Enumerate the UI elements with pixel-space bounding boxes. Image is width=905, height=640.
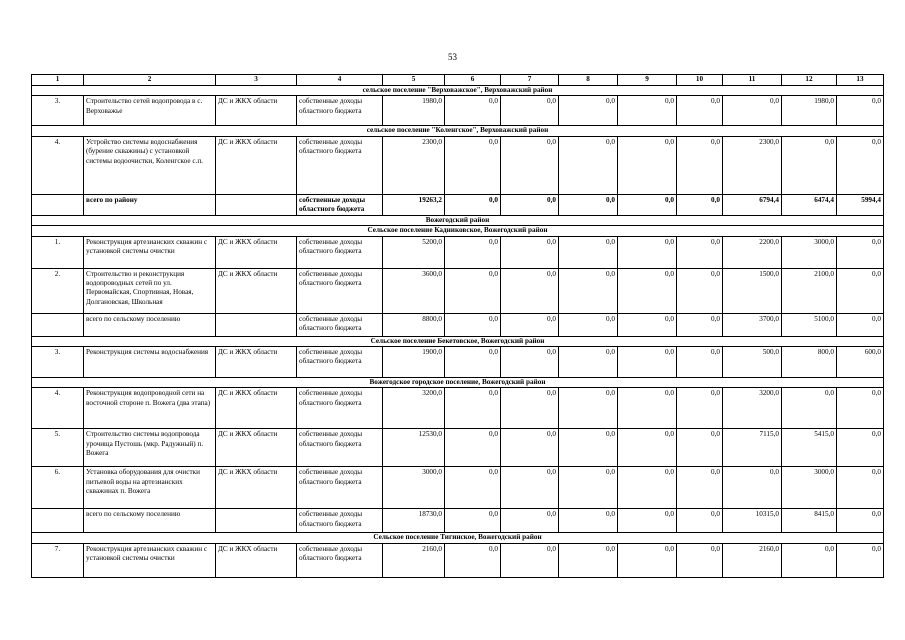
col-2021-cell: 0,0: [837, 429, 884, 467]
col-name-cell: всего по сельскому поселению: [84, 313, 216, 336]
header-cell: 7: [501, 75, 559, 86]
col-index-cell: 3.: [32, 347, 84, 378]
col-2015-cell: 0,0: [501, 136, 559, 194]
col-name-cell: всего по району: [84, 194, 216, 215]
col-2016-cell: 0,0: [559, 136, 618, 194]
col-source-cell: собственные доходы областного бюджета: [297, 467, 383, 509]
col-2020-cell: 1980,0: [782, 96, 837, 126]
col-index-cell: 3.: [32, 96, 84, 126]
col-name-cell: Реконструкция артезианских скважин с установкой системы очистки: [84, 236, 216, 268]
col-2015-cell: 0,0: [501, 543, 559, 577]
section-title: Вожегодский район: [32, 215, 884, 225]
header-cell: 2: [84, 75, 216, 86]
col-index-cell: 2.: [32, 268, 84, 313]
col-2018-cell: 0,0: [677, 136, 723, 194]
col-name-cell: Строительство сетей водопровода в с. Верховажье: [84, 96, 216, 126]
col-source-cell: собственные доходы областного бюджета: [297, 543, 383, 577]
col-2017-cell: 0,0: [618, 509, 677, 533]
table-row: [32, 236, 884, 268]
section-row: [32, 226, 884, 236]
col-source-cell: собственные доходы областного бюджета: [297, 509, 383, 533]
col-2015-cell: 0,0: [501, 467, 559, 509]
col-2019-cell: 500,0: [723, 347, 782, 378]
col-responsible-cell: [216, 509, 297, 533]
col-index-cell: 4.: [32, 388, 84, 429]
col-responsible-cell: ДС и ЖКХ области: [216, 543, 297, 577]
col-2018-cell: 0,0: [677, 388, 723, 429]
col-2020-cell: 800,0: [782, 347, 837, 378]
col-2016-cell: 0,0: [559, 194, 618, 215]
header-cell: 6: [445, 75, 501, 86]
col-2016-cell: 0,0: [559, 509, 618, 533]
col-2018-cell: 0,0: [677, 467, 723, 509]
section-row: [32, 215, 884, 225]
col-2015-cell: 0,0: [501, 388, 559, 429]
col-total-cell: 5200,0: [383, 236, 445, 268]
col-2021-cell: 0,0: [837, 268, 884, 313]
col-2020-cell: 5100,0: [782, 313, 837, 336]
table-header-row: [32, 75, 884, 86]
col-2014-cell: 0,0: [445, 268, 501, 313]
col-2021-cell: 5994,4: [837, 194, 884, 215]
col-name-cell: Установка оборудования для очистки питьевой воды на артезианских скважинах п. Вожега: [84, 467, 216, 509]
col-source-cell: собственные доходы областного бюджета: [297, 388, 383, 429]
col-2021-cell: 0,0: [837, 509, 884, 533]
col-index-cell: 6.: [32, 467, 84, 509]
section-row: [32, 86, 884, 96]
col-index-cell: 1.: [32, 236, 84, 268]
col-source-cell: собственные доходы областного бюджета: [297, 96, 383, 126]
col-responsible-cell: ДС и ЖКХ области: [216, 467, 297, 509]
col-2015-cell: 0,0: [501, 194, 559, 215]
col-2015-cell: 0,0: [501, 236, 559, 268]
col-2014-cell: 0,0: [445, 388, 501, 429]
col-2017-cell: 0,0: [618, 236, 677, 268]
section-row: [32, 378, 884, 388]
col-2019-cell: 0,0: [723, 467, 782, 509]
col-2015-cell: 0,0: [501, 96, 559, 126]
col-name-cell: всего по сельскому поселению: [84, 509, 216, 533]
table-row: [32, 347, 884, 378]
col-2016-cell: 0,0: [559, 236, 618, 268]
table-row: [32, 136, 884, 194]
col-2014-cell: 0,0: [445, 313, 501, 336]
col-source-cell: собственные доходы областного бюджета: [297, 347, 383, 378]
col-index-cell: 4.: [32, 136, 84, 194]
col-name-cell: Реконструкция системы водоснабжения: [84, 347, 216, 378]
col-2018-cell: 0,0: [677, 194, 723, 215]
col-2014-cell: 0,0: [445, 236, 501, 268]
col-2019-cell: 2200,0: [723, 236, 782, 268]
col-total-cell: 1980,0: [383, 96, 445, 126]
table-row: [32, 467, 884, 509]
section-title: Вожегодское городское поселение, Вожегодский район: [32, 378, 884, 388]
col-2017-cell: 0,0: [618, 136, 677, 194]
col-total-cell: 2300,0: [383, 136, 445, 194]
section-title: сельское поселение "Коленгское", Верховажский район: [32, 126, 884, 136]
col-2017-cell: 0,0: [618, 268, 677, 313]
col-2014-cell: 0,0: [445, 509, 501, 533]
col-2020-cell: 0,0: [782, 543, 837, 577]
col-source-cell: собственные доходы областного бюджета: [297, 236, 383, 268]
header-cell: 11: [723, 75, 782, 86]
col-responsible-cell: ДС и ЖКХ области: [216, 136, 297, 194]
col-responsible-cell: ДС и ЖКХ области: [216, 388, 297, 429]
col-name-cell: Строительство и реконструкция водопроводных сетей по ул. Первомайская, Спортивная, Новая, Долгановская, Школьная: [84, 268, 216, 313]
col-2018-cell: 0,0: [677, 347, 723, 378]
col-2018-cell: 0,0: [677, 313, 723, 336]
section-row: [32, 336, 884, 346]
col-source-cell: собственные доходы областного бюджета: [297, 268, 383, 313]
col-responsible-cell: ДС и ЖКХ области: [216, 268, 297, 313]
table-row: [32, 429, 884, 467]
col-2016-cell: 0,0: [559, 96, 618, 126]
header-cell: 13: [837, 75, 884, 86]
col-responsible-cell: ДС и ЖКХ области: [216, 236, 297, 268]
col-2020-cell: 0,0: [782, 136, 837, 194]
col-2020-cell: 0,0: [782, 388, 837, 429]
col-2021-cell: 600,0: [837, 347, 884, 378]
col-source-cell: собственные доходы областного бюджета: [297, 136, 383, 194]
col-2018-cell: 0,0: [677, 236, 723, 268]
col-name-cell: Реконструкция артезианских скважин с установкой системы очистки: [84, 543, 216, 577]
col-responsible-cell: [216, 194, 297, 215]
total-row: [32, 194, 884, 215]
col-total-cell: 18730,0: [383, 509, 445, 533]
table-row: [32, 543, 884, 577]
col-2019-cell: 0,0: [723, 96, 782, 126]
col-2020-cell: 5415,0: [782, 429, 837, 467]
col-2019-cell: 2160,0: [723, 543, 782, 577]
col-responsible-cell: ДС и ЖКХ области: [216, 429, 297, 467]
section-row: [32, 533, 884, 543]
col-index-cell: [32, 313, 84, 336]
section-title: Сельское поселение Бекетовское, Вожегодский район: [32, 336, 884, 346]
col-responsible-cell: [216, 313, 297, 336]
col-index-cell: [32, 194, 84, 215]
col-2019-cell: 10315,0: [723, 509, 782, 533]
col-2015-cell: 0,0: [501, 268, 559, 313]
section-title: Сельское поселение Кадниковское, Вожегодский район: [32, 226, 884, 236]
col-2014-cell: 0,0: [445, 543, 501, 577]
col-total-cell: 1900,0: [383, 347, 445, 378]
header-cell: 1: [32, 75, 84, 86]
col-2019-cell: 3700,0: [723, 313, 782, 336]
col-name-cell: Реконструкция водопроводной сети на восточной стороне п. Вожега (два этапа): [84, 388, 216, 429]
col-2014-cell: 0,0: [445, 96, 501, 126]
budget-table: [31, 74, 884, 578]
col-2016-cell: 0,0: [559, 429, 618, 467]
col-2017-cell: 0,0: [618, 543, 677, 577]
col-2020-cell: 3000,0: [782, 467, 837, 509]
col-2021-cell: 0,0: [837, 467, 884, 509]
col-total-cell: 2160,0: [383, 543, 445, 577]
col-2019-cell: 2300,0: [723, 136, 782, 194]
header-cell: 12: [782, 75, 837, 86]
col-2020-cell: 2100,0: [782, 268, 837, 313]
col-2015-cell: 0,0: [501, 429, 559, 467]
col-2020-cell: 8415,0: [782, 509, 837, 533]
col-2016-cell: 0,0: [559, 543, 618, 577]
table-row: [32, 96, 884, 126]
col-2021-cell: 0,0: [837, 96, 884, 126]
col-2018-cell: 0,0: [677, 543, 723, 577]
col-total-cell: 3000,0: [383, 467, 445, 509]
col-2015-cell: 0,0: [501, 313, 559, 336]
col-2021-cell: 0,0: [837, 388, 884, 429]
col-2017-cell: 0,0: [618, 388, 677, 429]
col-2017-cell: 0,0: [618, 467, 677, 509]
col-2019-cell: 1500,0: [723, 268, 782, 313]
col-2021-cell: 0,0: [837, 543, 884, 577]
col-2019-cell: 3200,0: [723, 388, 782, 429]
col-2018-cell: 0,0: [677, 268, 723, 313]
col-2020-cell: 3000,0: [782, 236, 837, 268]
col-2019-cell: 6794,4: [723, 194, 782, 215]
col-2021-cell: 0,0: [837, 136, 884, 194]
col-2021-cell: 0,0: [837, 313, 884, 336]
col-2019-cell: 7115,0: [723, 429, 782, 467]
col-2016-cell: 0,0: [559, 268, 618, 313]
col-responsible-cell: ДС и ЖКХ области: [216, 96, 297, 126]
col-2021-cell: 0,0: [837, 236, 884, 268]
col-total-cell: 3200,0: [383, 388, 445, 429]
col-source-cell: собственные доходы областного бюджета: [297, 313, 383, 336]
header-cell: 4: [297, 75, 383, 86]
col-index-cell: 7.: [32, 543, 84, 577]
col-2018-cell: 0,0: [677, 429, 723, 467]
col-source-cell: собственные доходы областного бюджета: [297, 194, 383, 215]
table-row: [32, 313, 884, 336]
col-2020-cell: 6474,4: [782, 194, 837, 215]
col-2017-cell: 0,0: [618, 96, 677, 126]
header-cell: 3: [216, 75, 297, 86]
col-2017-cell: 0,0: [618, 347, 677, 378]
col-2016-cell: 0,0: [559, 467, 618, 509]
section-title: Сельское поселение Тигинское, Вожегодский район: [32, 533, 884, 543]
col-total-cell: 19263,2: [383, 194, 445, 215]
section-row: [32, 126, 884, 136]
col-2016-cell: 0,0: [559, 313, 618, 336]
col-2014-cell: 0,0: [445, 429, 501, 467]
col-name-cell: Строительство системы водопровода урочища Пустошь (мкр. Радужный) п. Вожега: [84, 429, 216, 467]
table-row: [32, 268, 884, 313]
header-cell: 9: [618, 75, 677, 86]
col-2017-cell: 0,0: [618, 194, 677, 215]
col-2014-cell: 0,0: [445, 136, 501, 194]
col-2018-cell: 0,0: [677, 509, 723, 533]
header-cell: 8: [559, 75, 618, 86]
col-2017-cell: 0,0: [618, 313, 677, 336]
col-total-cell: 12530,0: [383, 429, 445, 467]
table-row: [32, 509, 884, 533]
section-title: сельское поселение "Верховажское", Верховажский район: [32, 86, 884, 96]
col-2014-cell: 0,0: [445, 347, 501, 378]
col-name-cell: Устройство системы водоснабжения (бурение скважины) с установкой системы водоочистки, Коленгское с.п.: [84, 136, 216, 194]
col-index-cell: 5.: [32, 429, 84, 467]
col-2014-cell: 0,0: [445, 194, 501, 215]
header-cell: 5: [383, 75, 445, 86]
col-2015-cell: 0,0: [501, 347, 559, 378]
page-number: 53: [448, 52, 457, 62]
col-2016-cell: 0,0: [559, 347, 618, 378]
col-total-cell: 3600,0: [383, 268, 445, 313]
col-total-cell: 8800,0: [383, 313, 445, 336]
col-2015-cell: 0,0: [501, 509, 559, 533]
header-cell: 10: [677, 75, 723, 86]
col-index-cell: [32, 509, 84, 533]
col-2014-cell: 0,0: [445, 467, 501, 509]
col-2018-cell: 0,0: [677, 96, 723, 126]
col-2017-cell: 0,0: [618, 429, 677, 467]
col-responsible-cell: ДС и ЖКХ области: [216, 347, 297, 378]
col-source-cell: собственные доходы областного бюджета: [297, 429, 383, 467]
table-row: [32, 388, 884, 429]
col-2016-cell: 0,0: [559, 388, 618, 429]
